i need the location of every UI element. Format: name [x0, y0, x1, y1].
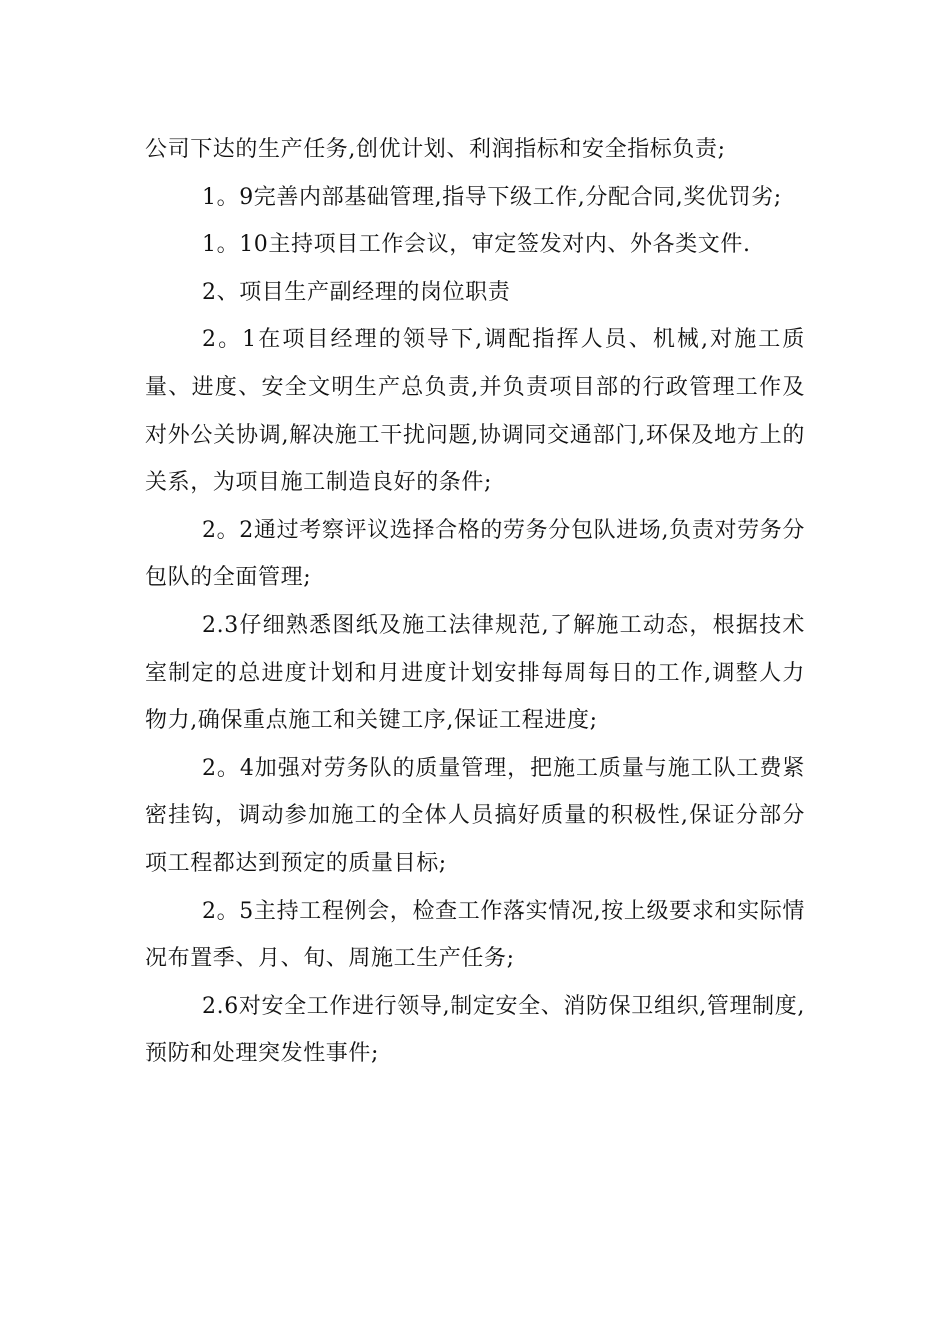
paragraph-2-1: 2。1在项目经理的领导下,调配指挥人员、机械,对施工质量、进度、安全文明生产总负责,并负责项目部的行政管理工作及对外公关协调,解决施工干扰问题,协调同交通部门,环保及地方上的关系，为项目施工制造良好的条件; — [145, 327, 805, 496]
paragraph-2-3: 2.3仔细熟悉图纸及施工法律规范,了解施工动态，根据技术室制定的总进度计划和月进度计划安排每周每日的工作,调整人力物力,确保重点施工和关键工序,保证工程进度; — [145, 612, 805, 734]
paragraph-continuation: 公司下达的生产任务,创优计划、利润指标和安全指标负责; — [145, 137, 726, 162]
paragraph-1-10: 1。10主持项目工作会议，审定签发对内、外各类文件. — [202, 232, 751, 258]
paragraph-2-4: 2。4加强对劳务队的质量管理，把施工质量与施工队工费紧密挂钩，调动参加施工的全体人员搞好质量的积极性,保证分部分项工程都达到预定的质量目标; — [145, 755, 805, 876]
paragraph-2-2: 2。2通过考察评议选择合格的劳务分包队进场,负责对劳务分包队的全面管理; — [145, 517, 805, 591]
paragraph-2-5: 2。5主持工程例会，检查工作落实情况,按上级要求和实际情况布置季、月、旬、周施工生产任务; — [145, 898, 805, 972]
document-body — [145, 126, 805, 1078]
section-heading-2: 2、项目生产副经理的岗位职责 — [202, 279, 511, 305]
paragraph-2-6: 2.6对安全工作进行领导,制定安全、消防保卫组织,管理制度,预防和处理突发性事件; — [145, 993, 805, 1067]
paragraph-1-9: 1。9完善内部基础管理,指导下级工作,分配合同,奖优罚劣; — [202, 184, 782, 210]
